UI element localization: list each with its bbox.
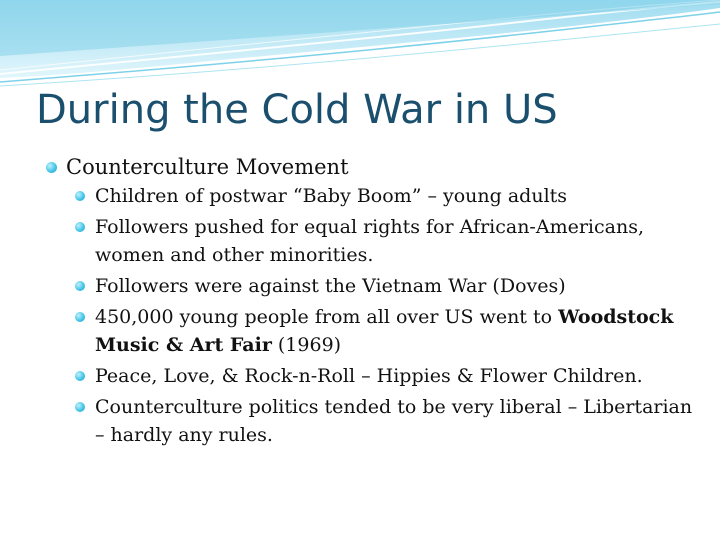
bullet-dot-icon [75,281,85,291]
bullet-dot-icon [75,371,85,381]
sub-bullet-item [65,272,702,300]
bullet-dot-icon [75,312,85,322]
bullet-dot-icon [46,162,57,173]
bullet-dot-icon [75,222,85,232]
sub-bullet-text: Peace, Love, & Rock-n-Roll – Hippies & Flower Children. [95,365,643,387]
sub-bullet-text-part: 450,000 young people from all over US went to [95,306,559,328]
bullet-list-level-1 [22,152,702,449]
bullet-item-counterculture [22,152,702,449]
sub-bullet-item [65,182,702,210]
sub-bullet-item [65,213,702,269]
sub-bullet-text-part: (1969) [271,334,342,356]
bullet-list-level-2 [66,182,702,449]
sub-bullet-item [65,303,702,359]
sub-bullet-text: Counterculture politics tended to be very liberal – Libertarian – hardly any rules. [95,396,693,446]
sub-bullet-item [65,362,702,390]
sub-bullet-item [65,393,702,449]
slide-title: During the Cold War in US [36,87,558,133]
bullet-dot-icon [75,191,85,201]
bullet-content [22,152,702,449]
bullet-dot-icon [75,402,85,412]
sub-bullet-text: Children of postwar “Baby Boom” – young adults [95,185,568,207]
woodstock-bold-text: Woodstock Music & Art Fair [95,306,674,356]
bullet-text: Counterculture Movement [66,155,349,179]
sub-bullet-text: Followers were against the Vietnam War (Doves) [95,275,566,297]
header-wave-decoration [0,0,720,90]
sub-bullet-text: Followers pushed for equal rights for African-Americans, women and other minorities. [95,216,644,266]
